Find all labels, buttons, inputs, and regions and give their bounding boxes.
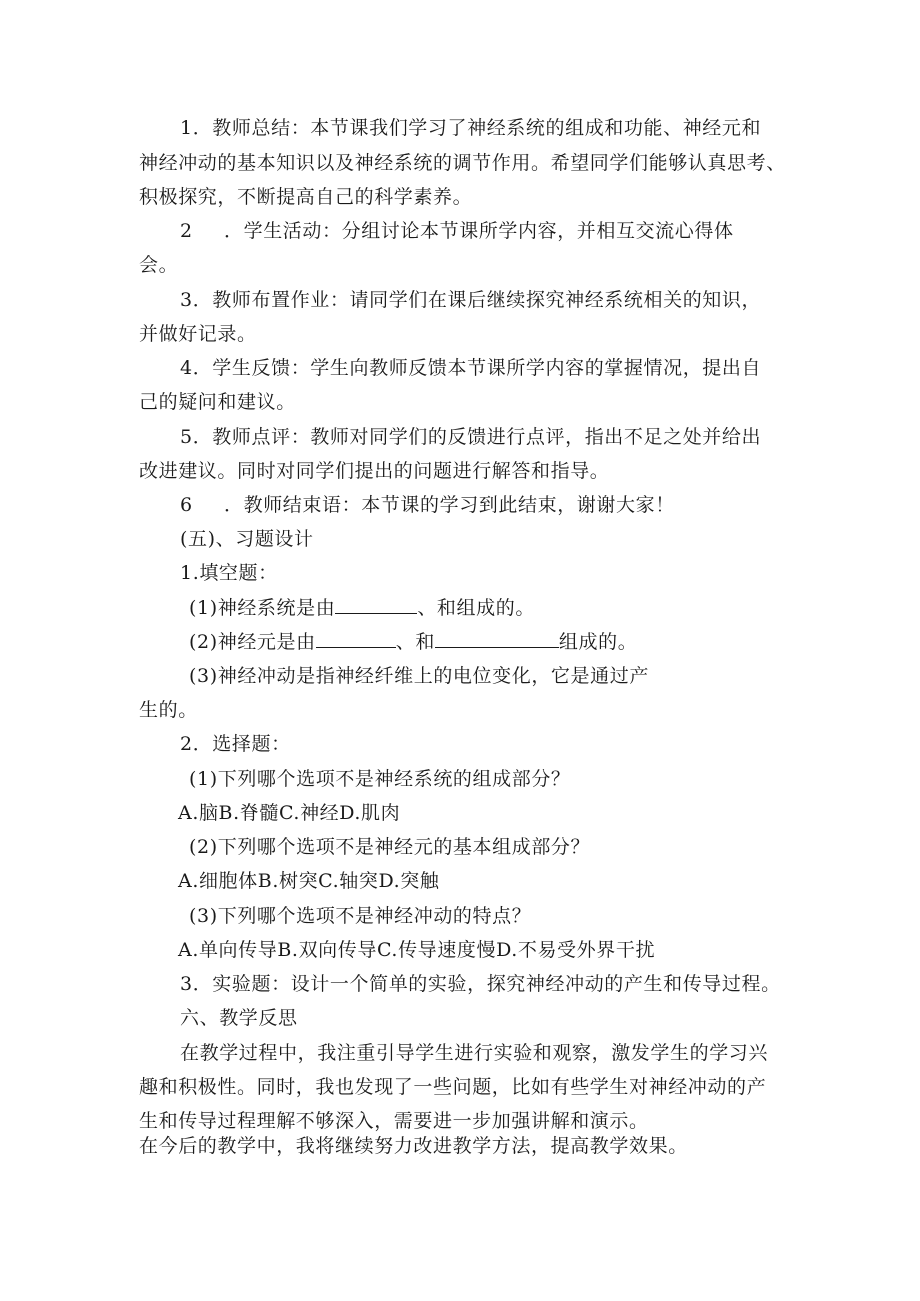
- fill-q2-text-b: 、和: [395, 631, 435, 653]
- summary-item-6-line-1: ．教师结束语：本节课的学习到此结束，谢谢大家！: [224, 494, 675, 516]
- choice-question-2-options: A.细胞体B.树突C.轴突D.突触: [178, 870, 440, 892]
- choice-question-1-options: A.脑B.脊髓C.神经D.肌肉: [178, 802, 401, 824]
- fill-in-question-2: [189, 629, 637, 655]
- summary-item-5-line-1: 5．教师点评：教师对同学们的反馈进行点评，指出不足之处并给出: [180, 426, 762, 448]
- fill-in-question-1: [189, 595, 535, 621]
- fill-q2-text-c: 组成的。: [558, 631, 638, 653]
- fill-in-title: 1.填空题：: [180, 562, 278, 584]
- summary-item-3-line-1: 3．教师布置作业：请同学们在课后继续探究神经系统相关的知识，: [180, 289, 762, 311]
- answer-blank: [335, 595, 417, 614]
- experiment-question: 3．实验题：设计一个简单的实验，探究神经冲动的产生和传导过程。: [180, 973, 781, 995]
- summary-item-1-line-2: 神经冲动的基本知识以及神经系统的调节作用。希望同学们能够认真思考、: [139, 152, 786, 174]
- answer-blank: [316, 629, 396, 648]
- summary-item-2-number: 2: [180, 220, 193, 242]
- summary-item-1-line-1: 1．教师总结：本节课我们学习了神经系统的组成和功能、神经元和: [180, 117, 762, 139]
- summary-item-6-number: 6: [180, 494, 193, 516]
- summary-item-3-line-2: 并做好记录。: [139, 323, 257, 345]
- fill-in-question-3-line-2: 生的。: [139, 699, 198, 721]
- summary-item-5-line-2: 改进建议。同时对同学们提出的问题进行解答和指导。: [139, 460, 610, 482]
- reflection-paragraph-line-2: 趣和积极性。同时，我也发现了一些问题，比如有些学生对神经冲动的产: [139, 1076, 767, 1098]
- summary-item-1-line-3: 积极探究，不断提高自己的科学素养。: [139, 186, 473, 208]
- choice-question-3-options: A.单向传导B.双向传导C.传导速度慢D.不易受外界干扰: [178, 939, 656, 961]
- fill-in-question-3-line-1: (3)神经冲动是指神经纤维上的电位变化，它是通过产: [189, 665, 649, 687]
- choice-question-3: (3)下列哪个选项不是神经冲动的特点？: [189, 905, 532, 927]
- summary-item-4-line-2: 己的疑问和建议。: [139, 391, 296, 413]
- choice-question-1: (1)下列哪个选项不是神经系统的组成部分？: [189, 768, 571, 790]
- summary-item-4-line-1: 4．学生反馈：学生向教师反馈本节课所学内容的掌握情况，提出自: [180, 357, 762, 379]
- choice-question-2: (2)下列哪个选项不是神经元的基本组成部分？: [189, 836, 591, 858]
- reflection-paragraph-line-1: 在教学过程中，我注重引导学生进行实验和观察，激发学生的学习兴: [180, 1042, 769, 1064]
- exercises-heading: (五)、习题设计: [180, 528, 314, 550]
- choice-title: 2．选择题：: [180, 733, 291, 755]
- reflection-paragraph-line-4: 在今后的教学中，我将继续努力改进教学方法，提高教学效果。: [139, 1135, 688, 1157]
- fill-q1-text-b: 、和组成的。: [417, 597, 535, 619]
- fill-q2-text-a: (2)神经元是由: [189, 631, 316, 653]
- answer-blank: [435, 629, 559, 648]
- fill-q1-text-a: (1)神经系统是由: [189, 597, 336, 619]
- summary-item-2-line-2: 会。: [139, 254, 179, 276]
- summary-item-2-line-1: ．学生活动：分组讨论本节课所学内容，并相互交流心得体: [224, 220, 734, 242]
- reflection-heading: 六、教学反思: [180, 1007, 298, 1029]
- reflection-paragraph-line-3: 生和传导过程理解不够深入，需要进一步加强讲解和演示。: [139, 1110, 649, 1132]
